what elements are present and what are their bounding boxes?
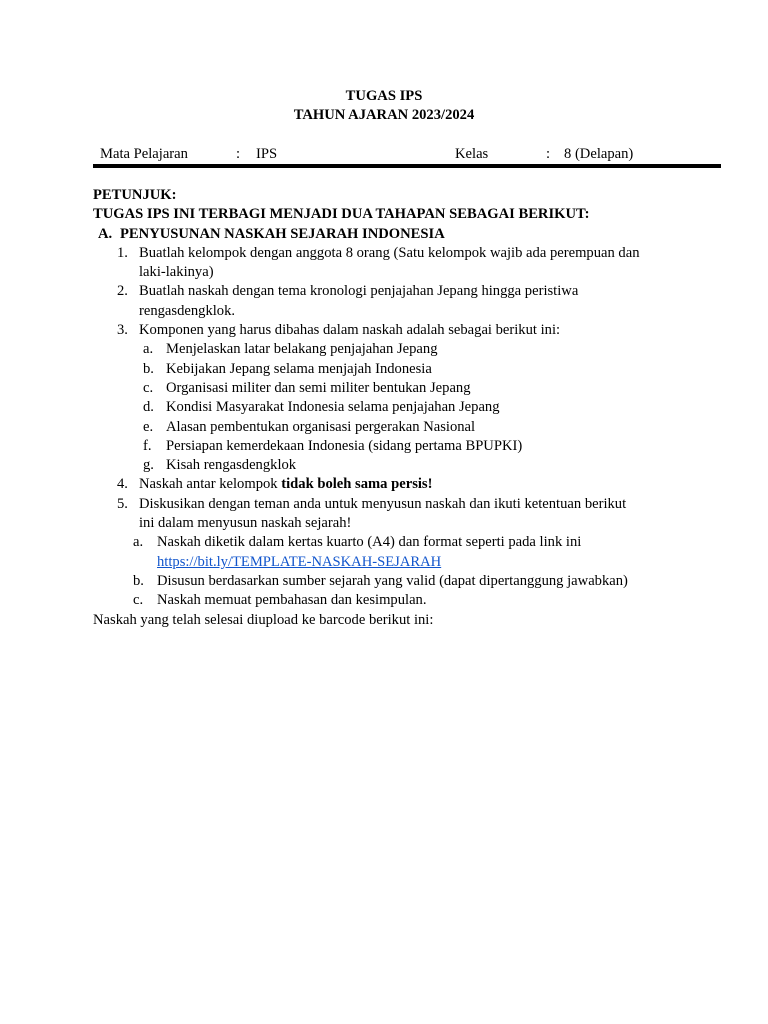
section-a-heading xyxy=(93,225,713,244)
list-text: Diskusikan dengan teman anda untuk menyusun naskah dan ikuti ketentuan berikut xyxy=(139,495,627,512)
sub-list-marker: c. xyxy=(133,592,144,609)
sub-list-item-continuation xyxy=(93,553,713,572)
sub-list-item xyxy=(93,360,713,379)
list-marker: 1. xyxy=(117,244,128,261)
sub-list-item xyxy=(93,437,713,456)
sub-list-marker: g. xyxy=(143,457,154,474)
sub-list-text: Kisah rengasdengklok xyxy=(166,457,297,474)
sub-list-item xyxy=(93,533,713,552)
list-marker: 2. xyxy=(117,283,128,300)
sub-list-item xyxy=(93,379,713,398)
sub-list-marker: f. xyxy=(143,437,152,454)
sub-list-marker: a. xyxy=(143,341,154,358)
sub-list-text: Disusun berdasarkan sumber sejarah yang valid (dapat dipertanggung jawabkan) xyxy=(157,572,628,589)
list-item xyxy=(93,282,713,301)
sub-list-item xyxy=(93,398,713,417)
sub-list-text: Menjelaskan latar belakang penjajahan Jepang xyxy=(166,341,438,358)
section-a-title: PENYUSUNAN NASKAH SEJARAH INDONESIA xyxy=(120,225,445,242)
list-text xyxy=(139,475,432,494)
list-text: laki-lakinya) xyxy=(139,264,214,281)
subject-value: IPS xyxy=(256,146,278,162)
sub-list-text: Kondisi Masyarakat Indonesia selama penjajahan Jepang xyxy=(166,399,500,416)
sub-list-item xyxy=(93,456,713,475)
sub-list-text: Naskah diketik dalam kertas kuarto (A4) dan format seperti pada link ini xyxy=(157,534,582,551)
list-marker: 3. xyxy=(117,322,128,339)
list-item xyxy=(93,244,713,263)
sub-list-text: Organisasi militer dan semi militer bentukan Jepang xyxy=(166,379,471,396)
sub-list-item xyxy=(93,340,713,359)
instructions-body xyxy=(93,186,713,630)
sub-list-marker: b. xyxy=(143,360,154,377)
list-marker: 4. xyxy=(117,476,128,493)
list-text-prefix: Naskah antar kelompok xyxy=(139,476,282,493)
sub-list-marker: a. xyxy=(133,534,144,551)
document-subtitle: TAHUN AJARAN 2023/2024 xyxy=(293,107,475,123)
sub-list-marker: d. xyxy=(143,399,154,416)
meta-row xyxy=(0,145,768,165)
sub-list-text: Kebijakan Jepang selama menjajah Indonesia xyxy=(166,360,432,377)
sub-list-marker: b. xyxy=(133,572,144,589)
list-text-emphasis: tidak boleh sama persis! xyxy=(281,476,433,493)
subject-colon: : xyxy=(236,146,241,162)
list-item xyxy=(93,475,713,494)
class-value: 8 (Delapan) xyxy=(564,146,634,162)
sub-list-text: Naskah memuat pembahasan dan kesimpulan. xyxy=(157,592,427,609)
class-colon: : xyxy=(546,146,551,162)
sub-list-marker: c. xyxy=(143,379,154,396)
sub-list-item xyxy=(93,418,713,437)
sub-list-item xyxy=(93,572,713,591)
list-item-continuation xyxy=(93,514,713,533)
sub-list-text: Persiapan kemerdekaan Indonesia (sidang pertama BPUPKI) xyxy=(166,437,523,454)
list-item-continuation xyxy=(93,302,713,321)
template-link-wrap xyxy=(157,553,441,572)
instructions-heading: PETUNJUK: xyxy=(93,187,177,203)
document-title: TUGAS IPS xyxy=(345,88,423,104)
list-text: rengasdengklok. xyxy=(139,302,236,319)
instructions-intro: TUGAS IPS INI TERBAGI MENJADI DUA TAHAPAN SEBAGAI BERIKUT: xyxy=(93,206,590,223)
subject-label: Mata Pelajaran xyxy=(100,146,188,162)
list-text: ini dalam menyusun naskah sejarah! xyxy=(139,515,352,532)
list-marker: 5. xyxy=(117,495,128,512)
list-item xyxy=(93,495,713,514)
list-text: Buatlah naskah dengan tema kronologi penjajahan Jepang hingga peristiwa xyxy=(139,283,579,300)
class-label: Kelas xyxy=(455,146,489,162)
footer-note: Naskah yang telah selesai diupload ke barcode berikut ini: xyxy=(93,611,434,628)
sub-list-item xyxy=(93,591,713,610)
list-item-continuation xyxy=(93,263,713,282)
section-a-marker: A. xyxy=(98,225,113,242)
sub-list-marker: e. xyxy=(143,418,154,435)
list-text: Buatlah kelompok dengan anggota 8 orang (Satu kelompok wajib ada perempuan dan xyxy=(139,244,640,261)
list-text: Komponen yang harus dibahas dalam naskah adalah sebagai berikut ini: xyxy=(139,322,561,339)
header-divider xyxy=(93,164,721,168)
list-item xyxy=(93,321,713,340)
template-link[interactable]: https://bit.ly/TEMPLATE-NASKAH-SEJARAH xyxy=(157,553,442,570)
sub-list-text: Alasan pembentukan organisasi pergerakan Nasional xyxy=(166,418,476,435)
